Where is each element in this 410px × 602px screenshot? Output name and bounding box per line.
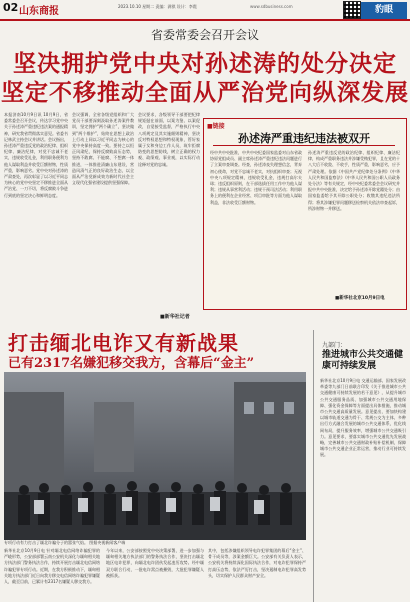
- feature-rule: [213, 145, 395, 146]
- website-url[interactable]: www.sdbusiness.com: [250, 4, 293, 9]
- side-title: 推进城市公共交通健康可持续发展: [322, 350, 404, 371]
- feature-source: ■新华社北京10月9日电: [335, 296, 385, 301]
- side-kicker: 九部门：: [322, 342, 347, 349]
- feature-tag: ■链接: [207, 123, 225, 130]
- lead-column-2: 会议强调，全省各级党组织和广大党员干部要深刻汲取孙述涛案件教训，坚定拥护“两个确立”，坚决做到“两个维护”，始终在思想上政治上行动上同以习近平同志为核心的党中央保持高度一致。要持之以恒正风肃纪，保持反腐败高压态势，坚持不敢腐、不能腐、不想腐一体推进，一体推进清廉山东建设，营造风清气正的良好政治生态，以全面从严治党新成效为新时代社会主义现代化强省建设提供坚强保障。: [72, 112, 134, 186]
- side-body: 新华社北京10月9日电 交通运输部、国家发展改革委等九部门日前联合印发《关于推进城市公共交通健康可持续发展的若干意见》，从提升城市公共交通服务品质、加强城市公共交通用地保障、强化资金保障等方面提出具体措施，推动城市公共交通高质量发展。意见提出，要加快构建以城市轨道交通为骨干、常规公交为主体、多种出行方式融合发展的城市公共交通体系，优化线网布局，提升服务效率，增强城市公共交通吸引力。意见要求，要落实城市公共交通优先发展战略，完善城市公共交通财政补贴补偿机制，保障城市公共交通企业正常运营，推动行业可持续发展。: [320, 378, 406, 458]
- lead-headline-line-2: 坚定不移推动全面从严治党向纵深发展: [1, 79, 409, 106]
- section-tag: 豹眼: [361, 2, 407, 19]
- story-column-3: 其中，包括涉嫌组织领导电诈犯罪集团的幕后“金主”、骨干成员等，涉案金额巨大。公安部有关负责人表示，公安机关将持续深化国际执法合作，对电诈犯罪保持严打高压态势，依法严厉打击，坚决遏制电诈犯罪高发势头，切实保护人民群众财产安全。: [208, 548, 306, 578]
- issue-meta: 2023.10.10 星期二 责编：满祺 设计：李霞: [118, 4, 197, 9]
- feature-body-left: 经中共中央批准，中共中央纪委国家监委对山东省政协原党组成员、副主席孙述涛严重违纪违法问题进行了立案审查调查。经查，孙述涛丧失理想信念，背弃初心使命，对党不忠诚不老实，对抗组织审查；无视中央八项规定精神，违规收受礼金，违规打高尔夫球；违反组织原则，在干部选拔任用工作中为他人谋利；违规从事营利活动；违规干预司法活动；利用职务上的便利在企业经营、项目审批等方面为他人谋取利益，非法收受巨额财物。: [210, 150, 302, 205]
- side-divider: [313, 330, 314, 602]
- lead-column-3: 会议要求，各级领导干部要把纪律规矩挺在前面，以案为鉴、以案促改，自觉接受监督，严格执行中央八项规定及其实施细则精神，坚决反对特权思想和特权现象，管好家属子女和身边工作人员，筑牢拒腐防变的思想防线，树立正确的权力观、政绩观、事业观，以实际行动诠释对党的忠诚。: [138, 112, 200, 167]
- paper-name: 山东商报: [19, 6, 59, 17]
- feature-title: 孙述涛严重违纪违法被双开: [238, 132, 370, 145]
- header-rule: [0, 19, 410, 21]
- story-column-1: 新华社北京10月9日电 针对缅北电信网络诈骗犯罪的严峻形势，公安部部署云南公安机关深化与缅甸相关地方执法部门警务执法合作，持续开展打击缅北电信网络诈骗犯罪专项行动。近期，在我方积极推动下，缅甸相关地方执法部门近日向我方移交电信网络诈骗犯罪嫌疑人，截至目前，已累计有2317名嫌疑人移交我方。: [4, 548, 100, 585]
- photo-caption: 专项行动有力打击了缅北诈骗分子的嚣张气焰。 图据央视新闻客户端: [4, 540, 126, 545]
- lead-source: ■新华社记者: [160, 314, 190, 320]
- story-subheadline: 已有2317名嫌犯移交我方，含幕后“金主”: [8, 356, 255, 371]
- qr-code-icon: [343, 1, 361, 19]
- story-column-2: 今年以来，公安部按照党中央决策部署，进一步加强与缅甸相关地方执法部门的警务执法合作，坚决打击缅北地区电诈犯罪，向缅北电诈团伙发起凌厉攻势。经中缅双方联合行动，一批电诈窝点被摧毁，大批犯罪嫌疑人被抓获。: [106, 548, 204, 578]
- news-photo: [4, 372, 306, 540]
- lead-headline-line-1: 坚决拥护党中央对孙述涛的处分决定: [13, 50, 397, 77]
- lead-kicker: 省委常委会召开会议: [150, 28, 259, 42]
- feature-body-right: 孙述涛严重违反党的政治纪律、组织纪律、廉洁纪律，构成严重职务违法并涉嫌受贿犯罪，且在党的十八大后不收敛、不收手，性质严重，影响恶劣，应予严肃处理。依据《中国共产党纪律处分条例》《中华人民共和国监察法》《中华人民共和国公职人员政务处分法》等有关规定，经中央纪委常委会会议研究并报中共中央批准，决定给予孙述涛开除党籍处分；由国家监委给予其开除公职处分；收缴其违纪违法所得；将其涉嫌犯罪问题移送检察机关依法审查起诉，所涉财物一并移送。: [308, 150, 400, 211]
- page-number: 02: [3, 1, 19, 14]
- lead-column-1: 本报济南10月9日讯 10月9日，省委常委会召开会议，传达学习党中央关于孙述涛严重违纪违法案的通报精神，研究我省贯彻落实意见。省委书记林武主持会议并讲话。会议指出，孙述涛严重违反党的政治纪律、组织纪律、廉洁纪律，对党不忠诚不老实，违规收受礼金，利用职务便利为他人谋取利益并收受巨额财物，性质严重，影响恶劣。党中央对孙述涛的严肃查处，再次彰显了以习近平同志为核心的党中央坚定不移推进全面从严治党、一刀不切，将反腐败斗争进行到底的坚定决心和鲜明态度。: [4, 112, 68, 198]
- story-headline: 打击缅北电诈又有新战果: [8, 331, 239, 355]
